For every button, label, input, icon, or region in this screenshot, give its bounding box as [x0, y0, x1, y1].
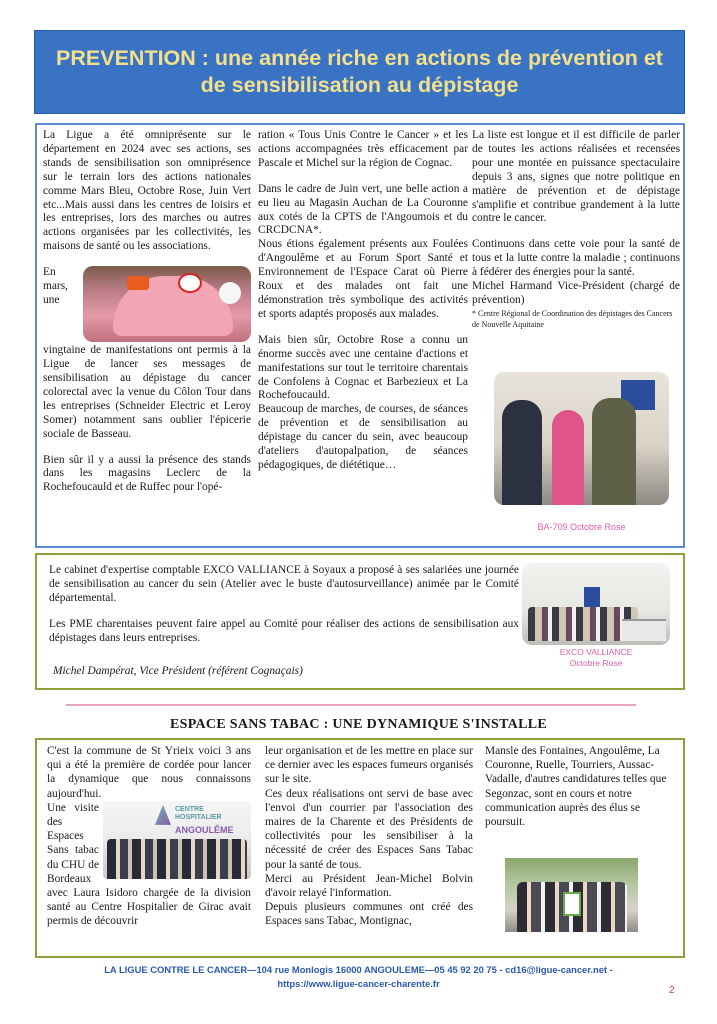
paragraph: Mais bien sûr, Octobre Rose a connu un énorme succès avec une centaine d'actions et manifestations sur tout le territoire charentais de Confolens à Cognac et Barbezieux et La Rochefoucauld.: [258, 333, 468, 402]
logo-line: CENTRE: [175, 805, 204, 813]
caption-line: Octobre Rose: [569, 658, 623, 668]
group-photo-icon: [494, 372, 669, 505]
wrapped-paragraph: [43, 266, 251, 441]
no-smoking-sign-icon: [563, 892, 581, 916]
page-title: PREVENTION : une année riche en actions de prévention et de sensibilisation au dépistage: [56, 46, 663, 97]
paragraph: ration « Tous Unis Contre le Cancer » et les actions accompagnées très efficacement par Pascale et Michel sur la région de Cognac.: [258, 129, 468, 169]
table-icon: [622, 619, 666, 641]
signature: Michel Dampérat, Vice Président (référent Cognaçais): [53, 665, 303, 677]
people-icon: [107, 839, 247, 879]
paragraph: Dans le cadre de Juin vert, une belle action a eu lieu au Magasin Auchan de La Couronne aux cotés de la CPTS de l'Angoumois et du CRCDCNA*.: [258, 182, 468, 237]
wrapped-paragraph: [47, 801, 251, 929]
paragraph: Bien sûr il y a aussi la présence des stands dans les magasins Leclerc de la Rochefoucauld et de Ruffec pour l'opé-: [43, 453, 251, 494]
paragraph: En mars, une vingtaine de manifestations ont permis à la Ligue de lancer ses messages de sensibilisation au dépistage du cancer colorectal avec la venue du Côlon Tour dans les entreprises (Schneider Electric et Leroy Somer) notamment sans oublier l'épicerie sociale de Basseau.: [43, 266, 251, 440]
person-icon: [592, 398, 636, 505]
paragraph: Ces deux réalisations ont servi de base avec l'envoi d'un courrier par l'association des maires de la Charente et des Présidents de collectivités pour les sensibiliser à la nécessité de créer des Espaces Sans Tabac pour la santé de tous.: [265, 787, 473, 871]
prevention-article: [35, 123, 685, 548]
prevention-column-2: [258, 129, 468, 485]
caption-line: EXCO VALLIANCE: [559, 647, 633, 657]
signature: Michel Harmand Vice-Président (chargé de prévention): [472, 280, 680, 306]
paragraph: La liste est longue et il est difficile de parler de toutes les actions réalisées et recensées pour une montée en puissance spectaculaire depuis 3 ans, signes que notre politique en matière de prévention et de dépistage s'amplifie et contribue grandement à la lutte contre le cancer.: [472, 129, 680, 225]
exco-group-photo-icon: [522, 563, 670, 645]
paragraph: Beaucoup de marches, de courses, de séances de prévention et de sensibilisation au dépistage du cancer du sein, avec beaucoup d'ateliers d'autopalpation, de séances pédagogiques, de diététique…: [258, 403, 468, 471]
paragraph: leur organisation et de les mettre en place sur ce dernier avec les espaces fumeurs organisés sur le site.: [265, 745, 473, 786]
paragraph: Les PME charentaises peuvent faire appel au Comité pour réaliser des actions de sensibilisation aux dépistages dans leurs entreprises.: [49, 618, 519, 644]
footnote: * Centre Régional de Coordination des dépistages des Cancers de Nouvelle Aquitaine: [472, 308, 673, 329]
tabac-column-2: [265, 744, 473, 929]
paragraph: C'est la commune de St Yrieix voici 3 ans qui a été la première de cordée pour lancer la dynamique que nous connaissons aujourd'hui.: [47, 745, 251, 800]
section-divider: [66, 704, 636, 706]
title-banner: [34, 30, 685, 114]
paragraph: Mansle des Fontaines, Angoulême, La Couronne, Ruelle, Tourriers, Aussac-Vadalle, d'autres candidatures telles que Segonzac, sont en cours et notre communication auprès des élus se poursuit.: [485, 745, 667, 829]
prevention-column-3: [472, 129, 680, 330]
exco-valliance-article: [35, 553, 685, 690]
tabac-column-3: [485, 744, 681, 829]
person-icon: [502, 400, 542, 505]
photo-caption: [522, 647, 670, 669]
person-icon: [552, 410, 584, 505]
hospital-photo-icon: [103, 801, 251, 879]
colon-tour-photo: [83, 266, 251, 342]
hospital-logo-city: ANGOULÊME: [175, 824, 234, 835]
logo-icon: [127, 276, 149, 290]
paragraph: La Ligue a été omniprésente sur le département en 2024 avec ses actions, ses stands de sensibilisation son omniprésence sur le terrain lors des actions nationales comme Mars Bleu, Octobre Rose, Juin Vert etc...Mais aussi dans les centres de loisirs et les entreprises, lors des marches ou autres actions organisées par les collectivités, les maisons de santé ou les associations.: [43, 129, 251, 253]
paragraph: Merci au Président Jean-Michel Bolvin d'avoir relayé l'information.: [265, 872, 473, 900]
paragraph: Une visite des Espaces Sans tabac du CHU de Bordeaux avec Laura Isidoro chargée de la division santé au Centre Hospitalier de Girac avait permis de découvrir: [47, 801, 251, 928]
footer-address: LA LIGUE CONTRE LE CANCER—104 rue Monlogis 16000 ANGOULEME—05 45 92 20 75 - cd16@ligue-cancer.net -: [104, 964, 613, 975]
hospital-logo-text: [175, 806, 222, 822]
footer-website-link[interactable]: https://www.ligue-cancer-charente.fr: [277, 978, 440, 989]
page-number: 2: [669, 985, 675, 996]
section-title: ESPACE SANS TABAC : UNE DYNAMIQUE S'INSTALLE: [169, 717, 547, 732]
espace-sans-tabac-article: [35, 738, 685, 958]
paragraph: Continuons dans cette voie pour la santé de tous et la lutte contre la maladie ; continuons à fédérer des énergies pour la santé.: [472, 238, 680, 279]
hospital-logo-icon: [155, 805, 171, 825]
outdoor-group-photo-icon: [505, 858, 638, 932]
prevention-column-1: [43, 129, 251, 507]
paragraph: Nous étions également présents aux Foulées d'Angoulême et au Forum Sport Santé et Environnement de l'Espace Carat où Pierre Roux et des malades ont fait une démonstration très symbolique des activités et sports adaptés proposés aux malades.: [258, 238, 468, 320]
exco-text: [49, 563, 519, 657]
paragraph: Depuis plusieurs communes ont créé des Espaces sans Tabac, Montignac,: [265, 901, 473, 928]
logo-icon: [219, 282, 241, 304]
tabac-column-1: [47, 744, 251, 929]
paragraph: Le cabinet d'expertise comptable EXCO VALLIANCE à Soyaux a proposé à ses salariées une journée de sensibilisation au cancer du sein (Atelier avec le buste d'autosurveillance) animée par le Comité départemental.: [49, 564, 519, 604]
logo-line: HOSPITALIER: [175, 813, 222, 821]
photo-caption: BA-709 Octobre Rose: [537, 522, 626, 532]
